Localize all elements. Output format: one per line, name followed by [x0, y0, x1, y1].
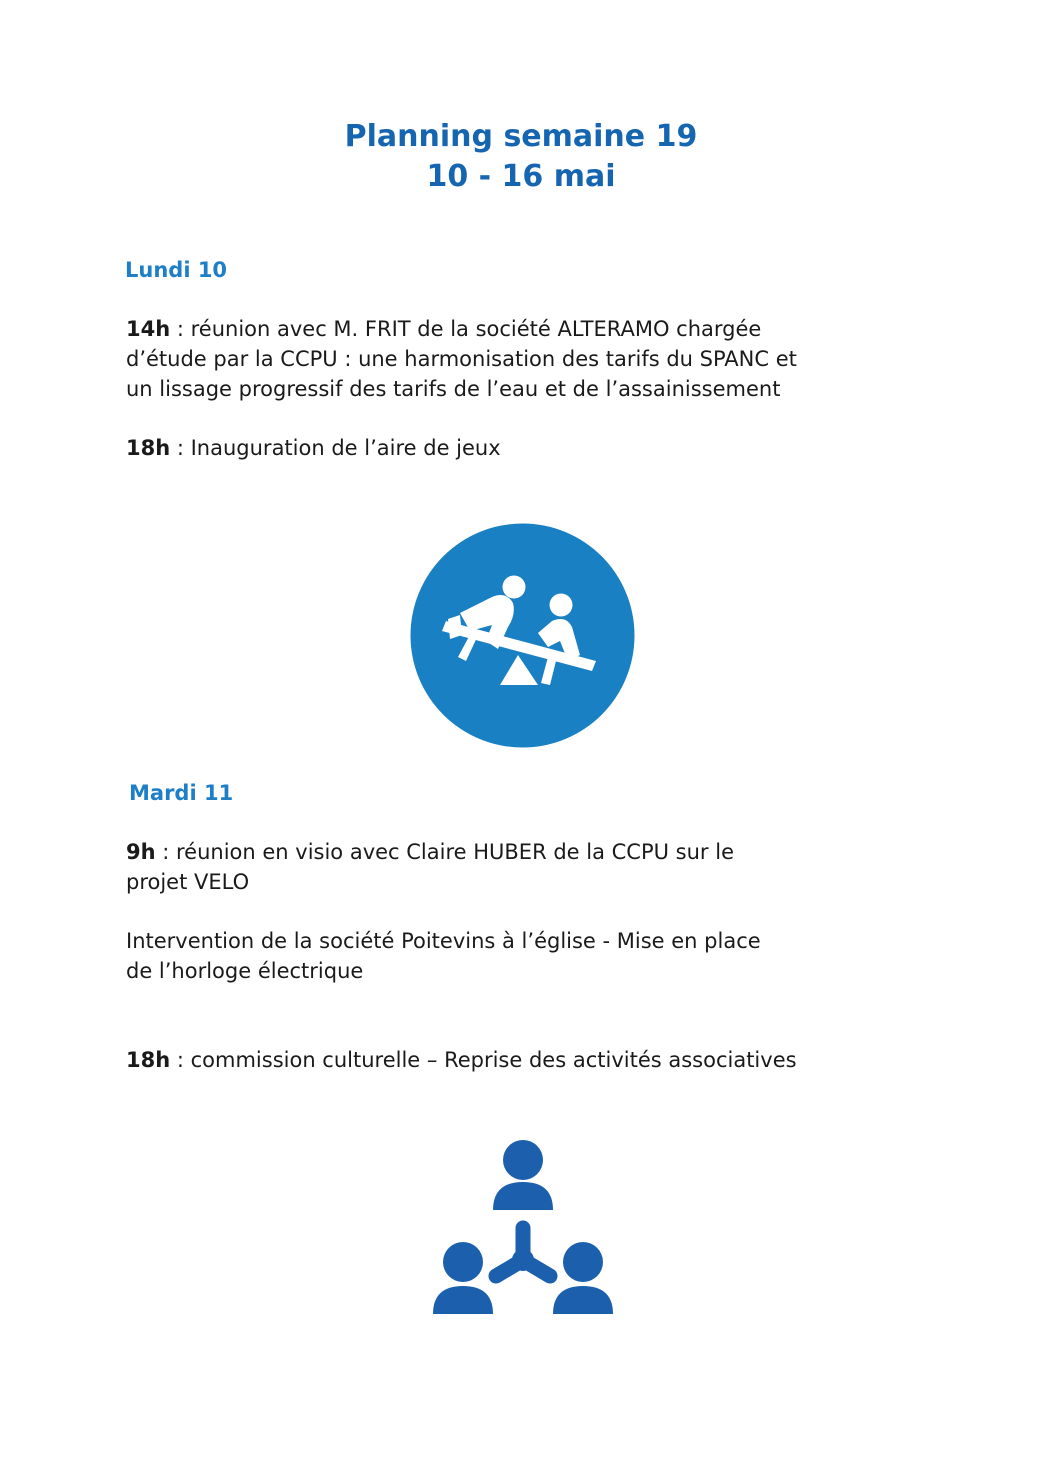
- title-line-week: Planning semaine 19: [344, 119, 698, 154]
- event-line: [126, 1045, 946, 1075]
- event-time: 18h: [126, 1048, 171, 1072]
- event-time: 14h: [126, 317, 171, 341]
- event-line: [126, 433, 946, 463]
- event-time: 9h: [126, 840, 156, 864]
- event-line: [126, 837, 946, 867]
- event-mardi-eglise: [126, 926, 946, 986]
- event-mardi-18h: [126, 1045, 946, 1075]
- event-lundi-14h: [126, 314, 946, 404]
- event-text: : commission culturelle – Reprise des activités associatives: [170, 1048, 797, 1072]
- event-line: Intervention de la société Poitevins à l’église - Mise en place: [126, 929, 761, 953]
- event-line: [126, 314, 946, 344]
- day-heading-lundi: Lundi 10: [125, 258, 228, 282]
- playground-seesaw-icon: [410, 523, 635, 748]
- group-network-icon: [432, 1140, 614, 1316]
- event-lundi-18h: [126, 433, 946, 463]
- event-line: de l’horloge électrique: [126, 959, 364, 983]
- event-line: projet VELO: [126, 870, 250, 894]
- event-mardi-9h: [126, 837, 946, 897]
- day-heading-mardi: Mardi 11: [129, 781, 234, 805]
- event-text: : réunion avec M. FRIT de la société ALTERAMO chargée: [170, 317, 762, 341]
- event-line: un lissage progressif des tarifs de l’eau et de l’assainissement: [126, 377, 781, 401]
- event-line: d’étude par la CCPU : une harmonisation des tarifs du SPANC et: [126, 347, 797, 371]
- title-line-dates: 10 - 16 mai: [426, 159, 616, 194]
- event-text: : Inauguration de l’aire de jeux: [170, 436, 501, 460]
- event-time: 18h: [126, 436, 171, 460]
- event-text: : réunion en visio avec Claire HUBER de la CCPU sur le: [155, 840, 734, 864]
